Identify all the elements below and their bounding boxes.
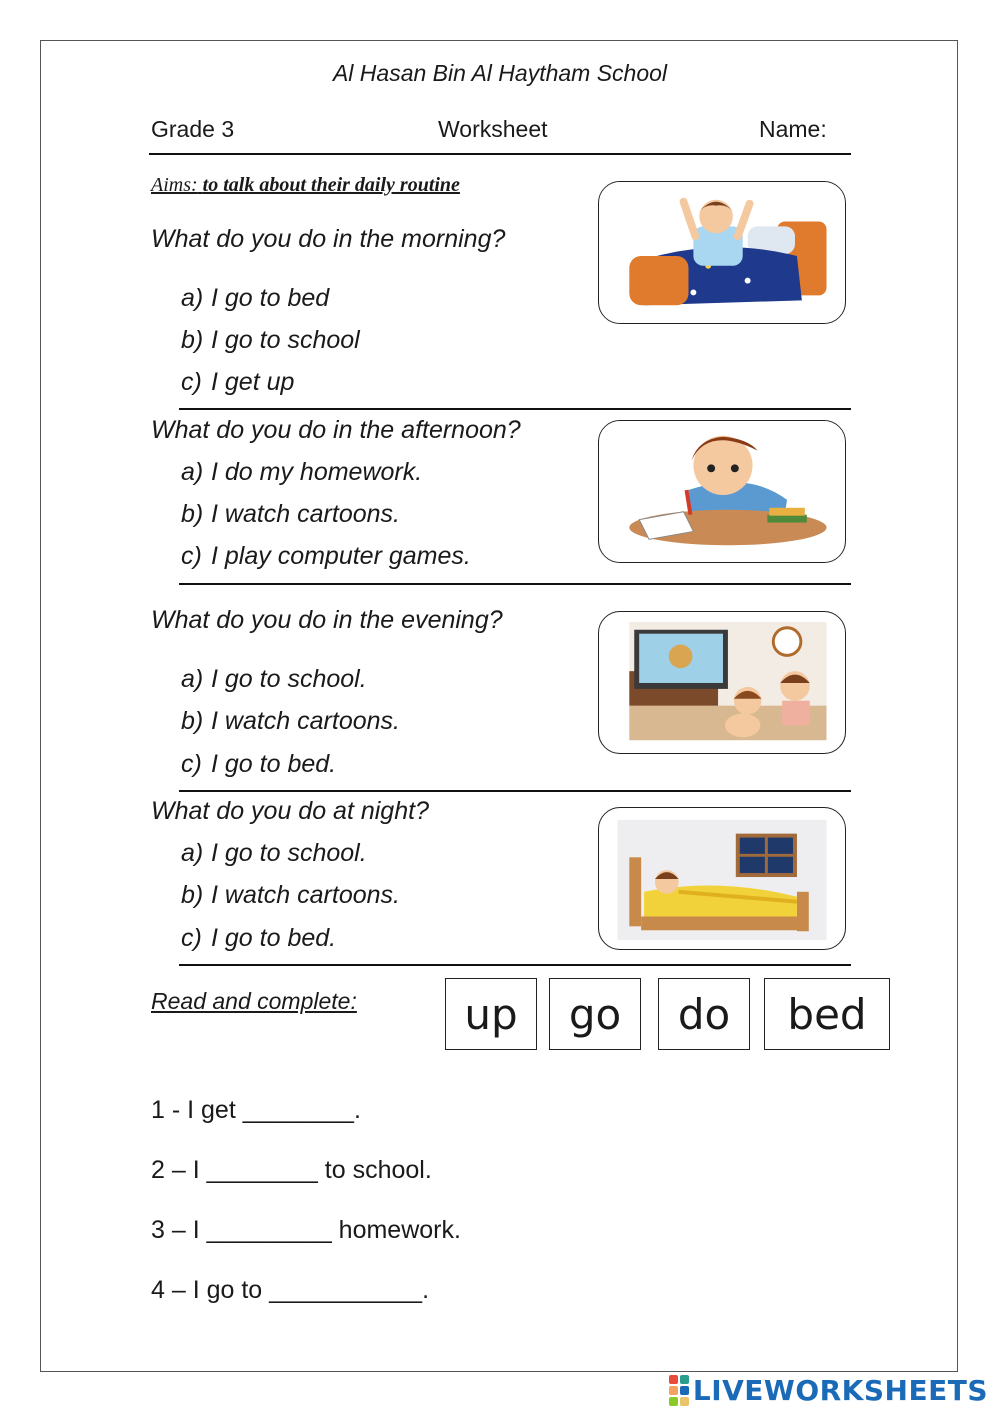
option-letter: a) bbox=[181, 458, 204, 486]
option-text: I go to bed. bbox=[211, 924, 337, 952]
option-text: I go to bed. bbox=[211, 750, 337, 778]
section-divider bbox=[179, 790, 851, 792]
question-night: What do you do at night? bbox=[151, 797, 429, 825]
option-text: I go to bed bbox=[211, 284, 330, 312]
option-morning-c[interactable] bbox=[181, 368, 294, 397]
option-evening-c[interactable] bbox=[181, 750, 336, 779]
aims-text: to talk about their daily routine bbox=[202, 174, 460, 196]
section-divider bbox=[179, 964, 851, 966]
option-letter: b) bbox=[181, 707, 204, 735]
option-text: I watch cartoons. bbox=[211, 707, 400, 735]
question-morning: What do you do in the morning? bbox=[151, 225, 506, 253]
option-evening-a[interactable] bbox=[181, 665, 367, 694]
aims bbox=[151, 174, 460, 197]
child-sleeping-image bbox=[598, 807, 846, 950]
option-text: I get up bbox=[211, 368, 295, 396]
option-text: I watch cartoons. bbox=[211, 881, 400, 909]
section-divider bbox=[179, 583, 851, 585]
option-letter: a) bbox=[181, 665, 204, 693]
grade-label: Grade 3 bbox=[151, 116, 235, 142]
word-box-do[interactable]: do bbox=[658, 978, 750, 1050]
option-text: I go to school. bbox=[211, 665, 367, 693]
children-watching-tv-image bbox=[598, 611, 846, 754]
word-box-go[interactable]: go bbox=[549, 978, 641, 1050]
option-letter: c) bbox=[181, 924, 202, 952]
school-name: Al Hasan Bin Al Haytham School bbox=[332, 60, 668, 86]
word-box-up[interactable]: up bbox=[445, 978, 537, 1050]
option-afternoon-a[interactable] bbox=[181, 458, 422, 487]
worksheet-title: Worksheet bbox=[438, 116, 548, 142]
boy-homework-image bbox=[598, 420, 846, 563]
option-letter: b) bbox=[181, 881, 204, 909]
word-box-bed[interactable]: bed bbox=[764, 978, 890, 1050]
option-morning-a[interactable] bbox=[181, 284, 329, 313]
option-letter: c) bbox=[181, 542, 202, 570]
fill-in-sentence-2[interactable]: 2 – I ________ to school. bbox=[151, 1156, 432, 1184]
question-evening: What do you do in the evening? bbox=[151, 606, 503, 634]
liveworksheets-logo bbox=[669, 1372, 988, 1408]
fill-in-sentence-1[interactable]: 1 - I get ________. bbox=[151, 1096, 361, 1124]
option-text: I go to school bbox=[211, 326, 360, 354]
fill-in-sentence-3[interactable]: 3 – I _________ homework. bbox=[151, 1216, 461, 1244]
read-and-complete-heading: Read and complete: bbox=[151, 988, 357, 1014]
option-afternoon-c[interactable] bbox=[181, 542, 471, 571]
option-text: I play computer games. bbox=[211, 542, 471, 570]
section-divider bbox=[179, 408, 851, 410]
option-letter: c) bbox=[181, 368, 202, 396]
option-text: I do my homework. bbox=[211, 458, 423, 486]
option-letter: a) bbox=[181, 284, 204, 312]
option-letter: a) bbox=[181, 839, 204, 867]
option-night-b[interactable] bbox=[181, 881, 400, 910]
option-letter: b) bbox=[181, 326, 204, 354]
option-letter: b) bbox=[181, 500, 204, 528]
option-letter: c) bbox=[181, 750, 202, 778]
option-night-c[interactable] bbox=[181, 924, 336, 953]
aims-label: Aims: bbox=[151, 174, 198, 196]
option-evening-b[interactable] bbox=[181, 707, 400, 736]
fill-in-sentence-4[interactable]: 4 – I go to ___________. bbox=[151, 1276, 430, 1304]
question-afternoon: What do you do in the afternoon? bbox=[151, 416, 521, 444]
liveworksheets-wordmark: LIVEWORKSHEETS bbox=[692, 1373, 988, 1407]
name-label: Name: bbox=[759, 116, 827, 142]
option-morning-b[interactable] bbox=[181, 326, 360, 355]
option-text: I watch cartoons. bbox=[211, 500, 400, 528]
header-divider bbox=[149, 153, 851, 155]
liveworksheets-logo-icon bbox=[669, 1375, 689, 1406]
option-text: I go to school. bbox=[211, 839, 367, 867]
option-afternoon-b[interactable] bbox=[181, 500, 400, 529]
boy-waking-up-image bbox=[598, 181, 846, 324]
option-night-a[interactable] bbox=[181, 839, 367, 868]
